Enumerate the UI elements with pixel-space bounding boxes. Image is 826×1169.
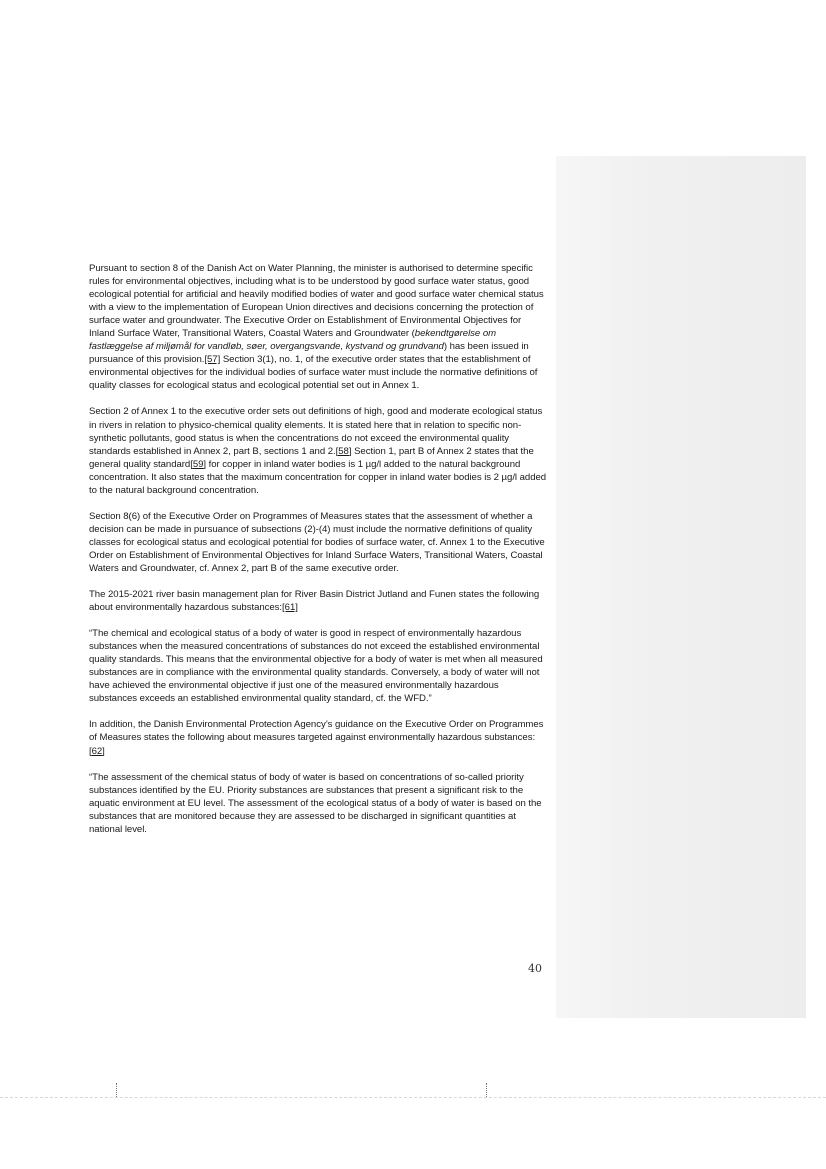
text-run: In addition, the Danish Environmental Protection Agency’s guidance on the Executive Order on Programmes of Measures states the following about measures targeted against environmentally hazardous substances: bbox=[89, 719, 544, 744]
text-run: “The assessment of the chemical status of body of water is based on concentrations of so-called priority substances identified by the EU. Priority substances are substances that present a significant risk to the aquatic environment at EU level. The assessment of the ecological status of a body of water is based on the substances that are monitored because they are assessed to be discharged in significant quantities at national level. bbox=[89, 771, 542, 835]
text-run: Section 3(1), no. 1, of the executive order states that the establishment of environmental objectives for the individual bodies of surface water must include the normative definitions of quality classes for ecological status and ecological potential set out in Annex 1. bbox=[89, 354, 538, 392]
paragraph bbox=[89, 718, 549, 757]
scan-margin-shade bbox=[556, 156, 806, 1018]
text-run: The 2015-2021 river basin management plan for River Basin District Jutland and Funen states the following about environmentally hazardous substances: bbox=[89, 589, 540, 614]
scan-artifact-mark bbox=[486, 1083, 489, 1097]
paragraph bbox=[89, 588, 549, 614]
quote-paragraph bbox=[89, 771, 549, 836]
text-run: Pursuant to section 8 of the Danish Act on Water Planning, the minister is authorised to determine specific rules for environmental objectives, including what is to be understood by good surface water status, good ecological potential for artificial and heavily modified bodies of water and good surface water chemical status with a view to the implementation of European Union directives and decisions concerning the protection of surface water and groundwater. The Executive Order on Establishment of Environmental Objectives for Inland Surface Water, Transitional Waters, Coastal Waters and Groundwater ( bbox=[89, 263, 544, 340]
text-run: for copper in inland water bodies is 1 µg/l added to the natural background concentration. It also states that the maximum concentration for copper in inland water bodies is 2 µg/l added to the natural background concentration. bbox=[89, 458, 547, 496]
footnote-link-59[interactable]: [59] bbox=[190, 458, 207, 470]
body-text bbox=[89, 262, 549, 849]
paragraph bbox=[89, 510, 549, 575]
text-run: Section 1, part B of Annex 2 states that the general quality standard bbox=[89, 445, 534, 470]
danish-title: bekendtgørelse om fastlæggelse af miljømål for vandløb, søer, overgangsvande, kystvand og grundvand bbox=[89, 328, 497, 353]
text-run: “The chemical and ecological status of a body of water is good in respect of environmentally hazardous substances when the measured concentrations of substances do not exceed the established environmental quality standards. This means that the environmental objective for a body of water is met when all measured substances are in compliance with the environmental quality standards. Conversely, a body of water will not have achieved the environmental objective if just one of the measured environmentally hazardous substances exceeds an established environmental quality standard, cf. the WFD.” bbox=[89, 628, 543, 705]
scan-artifact-line bbox=[0, 1097, 826, 1098]
paragraph bbox=[89, 262, 549, 392]
footnote-link-57[interactable]: [57] bbox=[204, 354, 221, 366]
page-number: 40 bbox=[528, 962, 542, 975]
footnote-link-62[interactable]: [62] bbox=[89, 745, 105, 757]
quote-paragraph bbox=[89, 627, 549, 705]
footnote-link-58[interactable]: [58] bbox=[335, 445, 352, 457]
text-run: Section 2 of Annex 1 to the executive order sets out definitions of high, good and moderate ecological status in rivers in relation to physico-chemical quality elements. It is stated here that in relation to specific non-synthetic pollutants, good status is when the concentrations do not exceed the environmental quality standards established in Annex 2, part B, sections 1 and 2. bbox=[89, 406, 543, 457]
text-run: Section 8(6) of the Executive Order on Programmes of Measures states that the assessment of whether a decision can be made in pursuance of subsections (2)-(4) must include the normative definitions of quality classes for ecological status and ecological potential for bodies of surface water, cf. Annex 1 to the Executive Order on Establishment of Environmental Objectives for Inland Surface Waters, Transitional Waters, Coastal Waters and Groundwater, cf. Annex 2, part B of the same executive order. bbox=[89, 510, 545, 574]
text-run: ) has been issued in pursuance of this provision. bbox=[89, 341, 529, 366]
paragraph bbox=[89, 405, 549, 496]
footnote-link-61[interactable]: [61] bbox=[282, 602, 298, 614]
scan-artifact-mark bbox=[116, 1083, 119, 1097]
